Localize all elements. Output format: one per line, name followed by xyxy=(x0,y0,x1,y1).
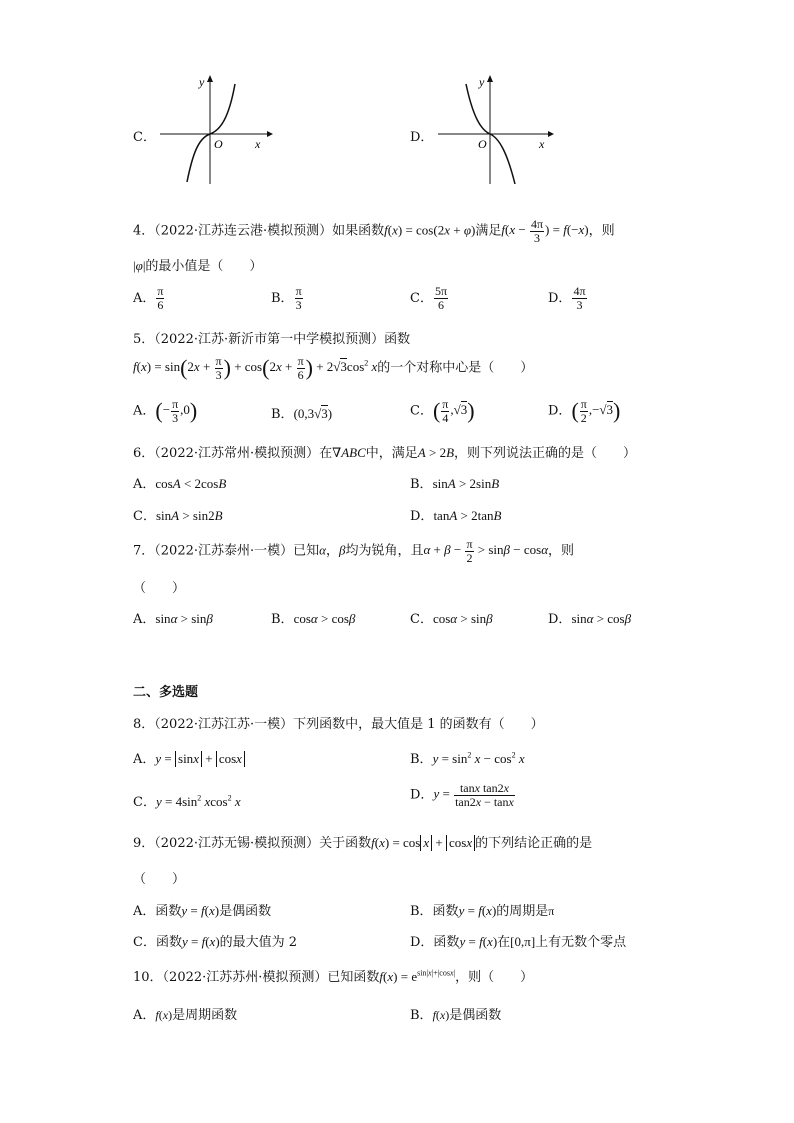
x-axis-arrow-icon xyxy=(548,131,554,137)
origin-label: O xyxy=(214,137,223,151)
q9-option-c[interactable]: C．函数y = f(x)的最大值为 2 xyxy=(133,934,298,950)
q7-option-b[interactable]: B．cosα > cosβ xyxy=(271,611,356,627)
q8-option-b[interactable]: B．$y = \sin^2 x - \cos^2 x$ xyxy=(410,750,525,767)
question-4-line2: |φ|的最小值是（ ） xyxy=(133,258,263,274)
section-heading-multi-choice: 二、多选题 xyxy=(133,685,199,700)
y-label: y xyxy=(479,75,485,89)
q4-option-d[interactable]: D． $\frac{4\pi}{3}$ xyxy=(548,284,586,312)
x-axis-arrow-icon xyxy=(267,131,273,137)
graph-c-label: C． xyxy=(133,130,156,145)
q7-option-a[interactable]: A．sinα > sinβ xyxy=(133,611,213,627)
q4-option-b[interactable]: B． $\frac{\pi}{3}$ xyxy=(271,284,302,312)
q8-option-d[interactable]: D．y = $\frac{\text{tanx tan2x}}{\tan 2x - \tan x}$ xyxy=(410,781,514,809)
q9-option-b[interactable]: B．函数y = f(x)的周期是π xyxy=(410,903,555,919)
question-7-line2: （ ） xyxy=(133,581,186,596)
q10-option-a[interactable]: A．f(x)是周期函数 xyxy=(133,1008,238,1023)
question-8-stem: 8．（2022·江苏江苏·一模）下列函数中，最大值是 1 的函数有（ ） xyxy=(133,717,544,732)
question-10-stem: 10．（2022·江苏苏州·模拟预测）已知函数$f(x) = e^{sin|x|+|cosx|}$，则（ ） xyxy=(133,968,534,985)
graph-d xyxy=(433,72,558,187)
q7-option-c[interactable]: C．cosα > sinβ xyxy=(410,611,493,627)
q5-option-a[interactable]: A．(− $\frac{\pi}{3}$ ,0) xyxy=(133,397,198,425)
question-9-stem: 9．（2022·江苏无锡·模拟预测）关于函数f(x) = cos x + cosx 的下列结论正确的是 xyxy=(133,835,593,851)
q5-option-b[interactable]: B．(0,3√3) xyxy=(271,406,333,422)
question-7-stem: 7．（2022·江苏泰州·一模）已知α，β均为锐角，且α + β − $\frac{\pi}{2}$ > sinβ − cosα，则 xyxy=(133,537,575,565)
q5-option-c[interactable]: C．( $\frac{\pi}{4}$ ,√3) xyxy=(410,397,475,425)
q6-option-b[interactable]: B．sinA > 2sinB xyxy=(410,476,500,492)
curve-c xyxy=(187,84,235,182)
x-label: x xyxy=(255,137,261,151)
q6-option-a[interactable]: A．cosA < 2cosB xyxy=(133,476,227,492)
question-9-line2: （ ） xyxy=(133,872,186,887)
graph-d-label: D． xyxy=(410,130,434,145)
origin-label: O xyxy=(478,137,487,151)
q8-option-c[interactable]: C．$y = 4\sin^2$ xcos$^2$ x xyxy=(133,793,241,810)
y-axis-arrow-icon xyxy=(207,75,213,82)
y-label: y xyxy=(199,75,205,89)
question-5-formula: f(x) = sin(2x + $\frac{\pi}{3}$ ) + cos(2x + $\frac{\pi}{6}$ ) + $2√3\cos^2$ x的一个对称中心是（ ） xyxy=(133,354,534,382)
q6-option-c[interactable]: C．sinA > sin2B xyxy=(133,508,223,524)
y-axis-arrow-icon xyxy=(487,75,493,82)
question-4-stem: 4．（2022·江苏连云港·模拟预测）如果函数f(x) = cos(2x + φ)满足f(x − $\frac{4\pi}{3}$ ) = f(−x)，则 xyxy=(133,217,615,245)
q4-option-c[interactable]: C． $\frac{5\pi}{6}$ xyxy=(410,284,448,312)
q9-option-a[interactable]: A．函数y = f(x)是偶函数 xyxy=(133,903,272,919)
q5-option-d[interactable]: D．( $\frac{\pi}{2}$ ,−√3) xyxy=(548,397,621,425)
x-label: x xyxy=(539,137,545,151)
q7-option-d[interactable]: D．sinα > cosβ xyxy=(548,611,632,627)
q8-option-a[interactable]: A．y = sinx + cosx xyxy=(133,748,245,767)
question-6-stem: 6．（2022·江苏常州·模拟预测）在∇ABC中，满足A > 2B，则下列说法正确的是（ ） xyxy=(133,445,637,461)
q4-option-a[interactable]: A． $\frac{\pi}{6}$ xyxy=(133,284,164,312)
question-5-stem: 5．（2022·江苏·新沂市第一中学模拟预测）函数 xyxy=(133,332,411,347)
q9-option-d[interactable]: D．函数y = f(x)在[0,π]上有无数个零点 xyxy=(410,934,627,950)
q6-option-d[interactable]: D．tanA > 2tanB xyxy=(410,508,502,524)
graph-c xyxy=(155,72,275,187)
q10-option-b[interactable]: B．f(x)是偶函数 xyxy=(410,1008,502,1023)
